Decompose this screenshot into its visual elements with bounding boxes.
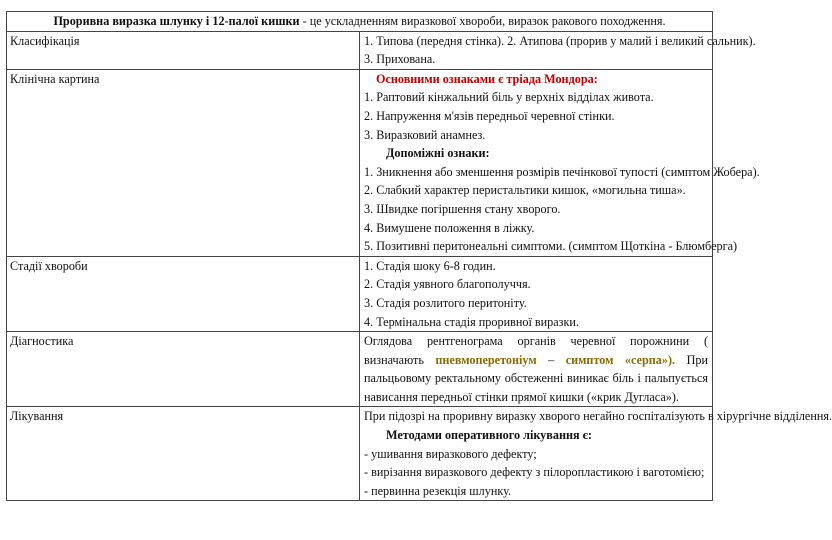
- title-rest: - це ускладненням виразкової хвороби, виразок ракового походження.: [299, 14, 666, 28]
- main-sign-item: 3. Виразковий анамнез.: [364, 127, 486, 142]
- pneumoperitoneum-highlight: пневмоперетоніум: [435, 352, 537, 367]
- aux-sign-item: 5. Позитивні перитонеальні симптоми. (симптом Щоткіна - Блюмберга): [364, 239, 738, 254]
- main-signs-heading: Основними ознаками є тріада Мондора:: [376, 71, 598, 86]
- stages-content: [360, 256, 713, 331]
- table-row: [7, 69, 713, 256]
- stage-item: 2. Стадія уявного благополуччя.: [364, 277, 531, 292]
- info-table: [6, 11, 832, 501]
- treatment-intro: При підозрі на проривну виразку хворого негайно госпіталізують в хірургічне відділення.: [364, 409, 832, 424]
- row-label-clinical: Клінічна картина: [7, 69, 360, 256]
- main-sign-item: 1. Раптовий кінжальний біль у верхніх відділах живота.: [364, 90, 654, 105]
- title-row: [7, 12, 713, 32]
- diagnostics-content: [360, 332, 713, 407]
- row-label-treatment: Лікування: [7, 407, 360, 501]
- table-row: [7, 256, 713, 331]
- treatment-content: [360, 407, 832, 501]
- sickle-sign-highlight: симптом «серпа»).: [565, 352, 676, 367]
- classification-line: 3. Прихована.: [364, 52, 436, 67]
- table-row: [7, 31, 713, 69]
- aux-sign-item: 1. Зникнення або зменшення розмірів печінкової тупості (симптом Жобера).: [364, 164, 760, 179]
- title-bold: Проривна виразка шлунку і 12-палої кишки: [53, 14, 300, 28]
- classification-content: [360, 31, 756, 69]
- table-row: [7, 332, 713, 407]
- treatment-item: - вирізання виразкового дефекту з пілоропластикою і ваготомією;: [364, 465, 705, 480]
- aux-sign-item: 3. Швидке погіршення стану хворого.: [364, 201, 561, 216]
- table-title: [7, 12, 713, 32]
- aux-sign-item: 2. Слабкий характер перистальтики кишок, «могильна тиша».: [364, 183, 686, 198]
- stage-item: 1. Стадія шоку 6-8 годин.: [364, 258, 496, 273]
- aux-signs-heading: Допоміжні ознаки:: [386, 146, 490, 161]
- diagnostics-dash: –: [536, 352, 566, 367]
- row-label-classification: Класифікація: [7, 31, 360, 69]
- row-label-stages: Стадії хвороби: [7, 256, 360, 331]
- stage-item: 3. Стадія розлитого перитоніту.: [364, 295, 527, 310]
- treatment-methods-heading: Методами оперативного лікування є:: [386, 428, 592, 443]
- row-label-diagnostics: Діагностика: [7, 332, 360, 407]
- diagnostics-text-rest: При пальцьовому ректальному обстеженні виникає біль і пальпується нависання передньої стінки прямої кишки («крик Дугласа»).: [364, 352, 708, 404]
- diagnostics-text: Оглядова рентгенограма органів черевної порожнини ( визначають: [364, 334, 708, 367]
- treatment-item: - первинна резекція шлунку.: [364, 483, 512, 498]
- diagnostics-paragraph: [364, 332, 708, 406]
- main-sign-item: 2. Напруження м'язів передньої черевної стінки.: [364, 108, 615, 123]
- treatment-item: - ушивання виразкового дефекту;: [364, 446, 537, 461]
- classification-line: 1. Типова (передня стінка). 2. Атипова (прорив у малий і великий сальник).: [364, 33, 756, 48]
- stage-item: 4. Термінальна стадія проривної виразки.: [364, 314, 579, 329]
- aux-sign-item: 4. Вимушене положення в ліжку.: [364, 220, 535, 235]
- clinical-content: [360, 69, 760, 256]
- table-row: [7, 407, 713, 501]
